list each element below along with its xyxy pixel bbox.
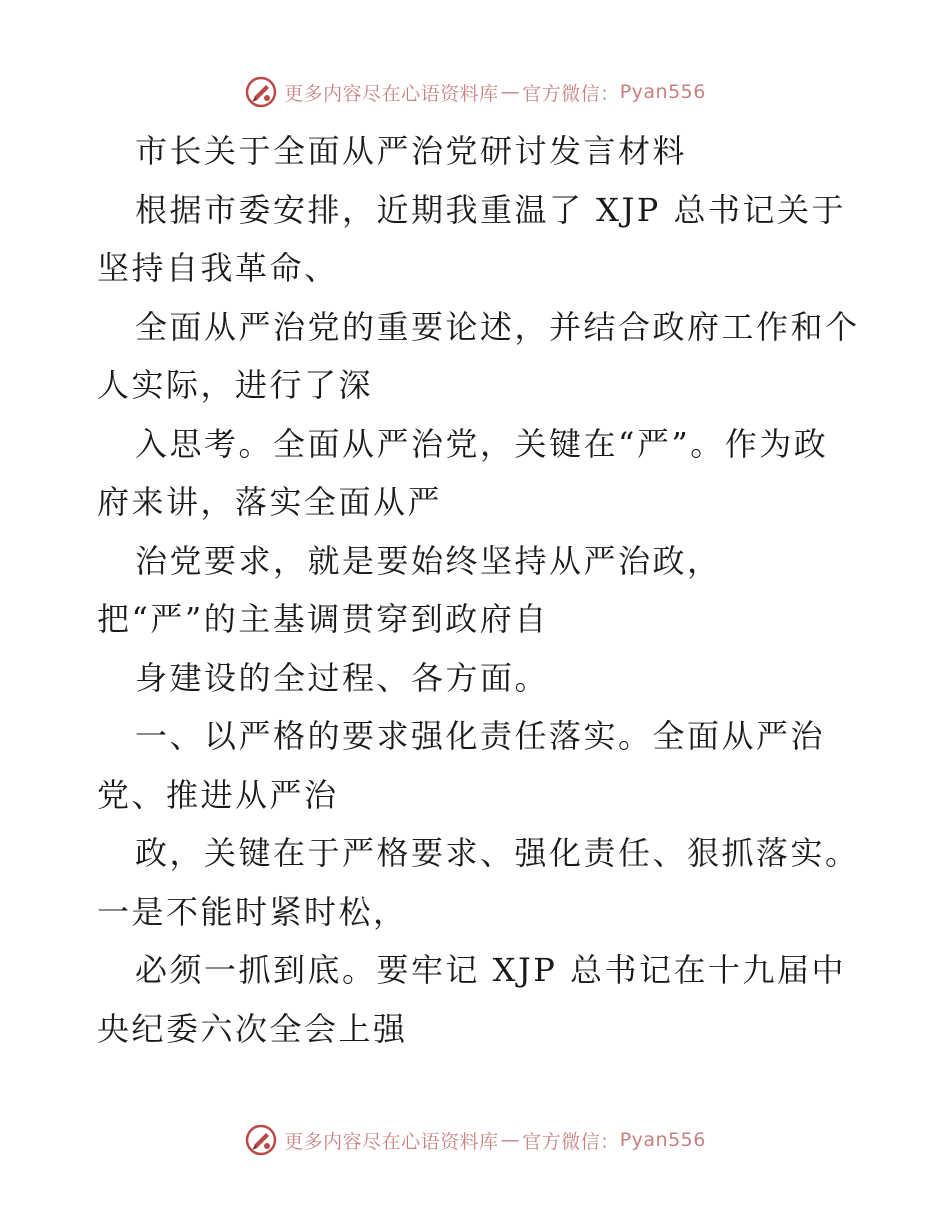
document-body xyxy=(97,122,860,1058)
document-title: 市长关于全面从严治党研讨发言材料 xyxy=(135,132,688,170)
banner-separator: — xyxy=(500,81,521,103)
brand-logo-icon xyxy=(244,1123,278,1157)
body-text-line: 人实际，进行了深 xyxy=(97,366,374,404)
body-text-line: 身建设的全过程、各方面。 xyxy=(135,658,550,697)
body-text-line: 坚持自我革命、 xyxy=(97,249,339,287)
body-text-line: 府来讲，落实全面从严 xyxy=(97,483,443,521)
body-text-line: 党、推进从严治 xyxy=(97,775,339,814)
body-text-line: 一、以严格的要求强化责任落实。全面从严治 xyxy=(135,717,826,755)
banner-separator: — xyxy=(500,1129,521,1151)
body-text-line: 必须一抓到底。要牢记 XJP 总书记在十九届中 xyxy=(135,951,846,989)
body-text-line: 根据市委安排，近期我重温了 XJP 总书记关于 xyxy=(135,190,846,229)
banner-text: 更多内容尽在心语资料库 xyxy=(284,1130,499,1153)
banner-text: 更多内容尽在心语资料库 xyxy=(284,82,499,105)
body-text-line: 一是不能时紧时松， xyxy=(97,892,408,931)
body-text-line: 全面从严治党的重要论述，并结合政府工作和个 xyxy=(135,307,860,346)
body-text-line: 把“严”的主基调贯穿到政府自 xyxy=(97,600,549,638)
banner-wechat-id: Pyan556 xyxy=(619,81,706,103)
banner-wechat-label: 官方微信： xyxy=(522,1130,620,1153)
body-text-line: 央纪委六次全会上强 xyxy=(97,1009,408,1048)
footer-banner xyxy=(0,1120,950,1160)
body-text-line: 入思考。全面从严治党，关键在“严”。作为政 xyxy=(135,424,829,463)
header-banner xyxy=(0,72,950,112)
banner-wechat-label: 官方微信： xyxy=(522,82,620,105)
body-text-line: 政，关键在于严格要求、强化责任、狠抓落实。 xyxy=(135,834,860,872)
body-text-line: 治党要求，就是要始终坚持从严治政， xyxy=(135,541,722,580)
banner-wechat-id: Pyan556 xyxy=(619,1129,706,1151)
brand-logo-icon xyxy=(244,75,278,109)
